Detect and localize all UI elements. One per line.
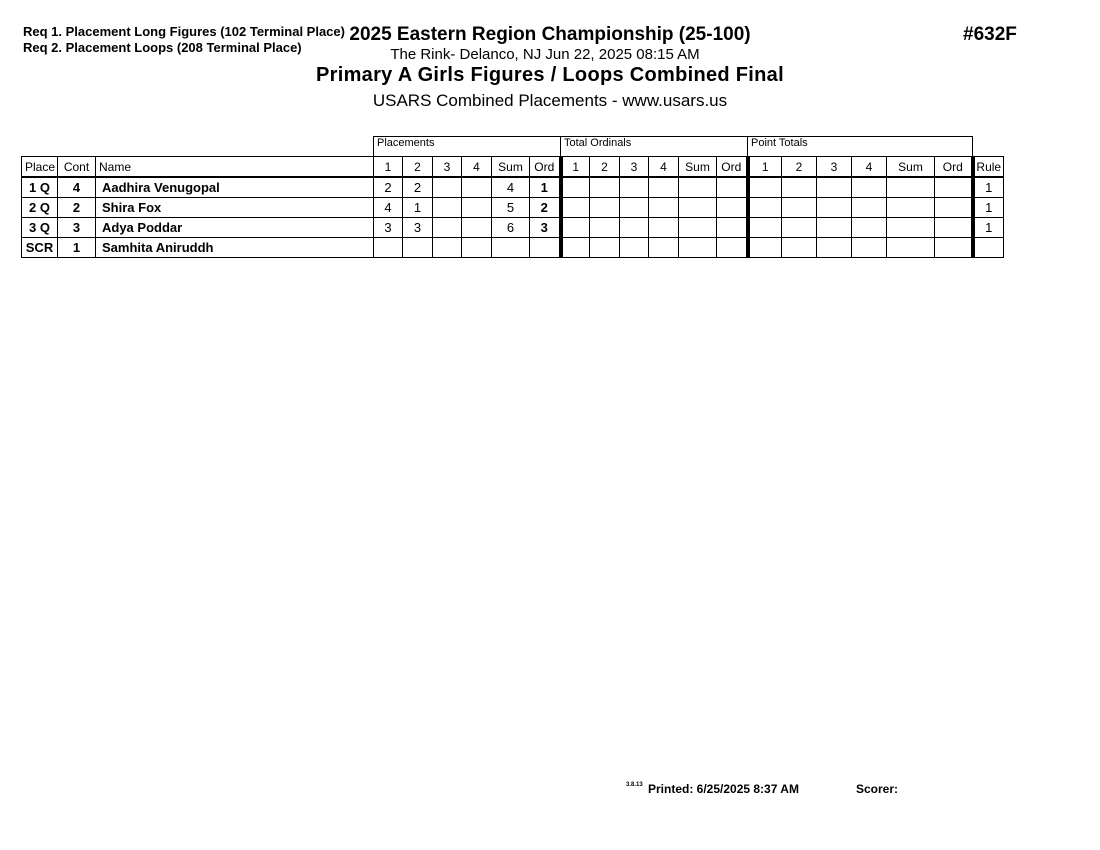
cell-empty <box>717 218 748 238</box>
cell-empty <box>717 238 748 258</box>
cell-empty <box>620 238 649 258</box>
cell-ord <box>530 238 561 258</box>
col-placement-3: 3 <box>433 157 462 178</box>
col-cont: Cont <box>58 157 96 178</box>
col-points-4: 4 <box>852 157 887 178</box>
cell-empty <box>649 218 679 238</box>
table-row <box>22 177 1004 198</box>
cell-empty <box>887 177 935 198</box>
cell-sum: 6 <box>492 218 530 238</box>
cell-name: Shira Fox <box>96 198 374 218</box>
cell-p1: 2 <box>374 177 403 198</box>
cell-p3 <box>433 198 462 218</box>
col-points-1: 1 <box>748 157 782 178</box>
cell-empty <box>887 198 935 218</box>
cell-empty <box>590 218 620 238</box>
cell-empty <box>590 198 620 218</box>
table-row <box>22 198 1004 218</box>
cell-place: 3 Q <box>22 218 58 238</box>
col-placement-ord: Ord <box>530 157 561 178</box>
scorer-label: Scorer: <box>856 782 899 796</box>
cell-place: 2 Q <box>22 198 58 218</box>
category-subtitle: USARS Combined Placements - www.usars.us <box>372 91 728 110</box>
cell-empty <box>887 238 935 258</box>
cell-empty <box>748 198 782 218</box>
cell-p4 <box>462 198 492 218</box>
cell-name: Aadhira Venugopal <box>96 177 374 198</box>
cell-empty <box>782 238 817 258</box>
cell-empty <box>679 238 717 258</box>
printed-timestamp: Printed: 6/25/2025 8:37 AM <box>648 782 799 796</box>
cell-empty <box>679 177 717 198</box>
cell-empty <box>935 238 973 258</box>
cell-empty <box>782 177 817 198</box>
cell-p2: 3 <box>403 218 433 238</box>
col-ordinal-3: 3 <box>620 157 649 178</box>
cell-p1: 3 <box>374 218 403 238</box>
cell-empty <box>561 198 590 218</box>
cell-empty <box>649 177 679 198</box>
col-name: Name <box>96 157 374 178</box>
cell-p3 <box>433 238 462 258</box>
cell-p3 <box>433 218 462 238</box>
requirement-1: Req 1. Placement Long Figures (102 Terminal Place) <box>23 24 345 39</box>
cell-p2: 1 <box>403 198 433 218</box>
cell-p2 <box>403 238 433 258</box>
col-placement-4: 4 <box>462 157 492 178</box>
col-points-3: 3 <box>817 157 852 178</box>
cell-empty <box>748 218 782 238</box>
cell-ord: 1 <box>530 177 561 198</box>
cell-place: SCR <box>22 238 58 258</box>
col-ordinal-ord: Ord <box>717 157 748 178</box>
col-place: Place <box>22 157 58 178</box>
cell-p1 <box>374 238 403 258</box>
cell-empty <box>649 198 679 218</box>
col-ordinal-2: 2 <box>590 157 620 178</box>
version-number: 3.8.13 <box>626 782 643 788</box>
cell-empty <box>852 218 887 238</box>
col-ordinal-4: 4 <box>649 157 679 178</box>
cell-empty <box>935 198 973 218</box>
cell-empty <box>852 198 887 218</box>
cell-empty <box>748 238 782 258</box>
results-table <box>21 136 1004 258</box>
cell-empty <box>935 218 973 238</box>
cell-empty <box>782 198 817 218</box>
cell-cont: 2 <box>58 198 96 218</box>
col-placement-1: 1 <box>374 157 403 178</box>
cell-empty <box>817 238 852 258</box>
cell-cont: 4 <box>58 177 96 198</box>
cell-p4 <box>462 218 492 238</box>
group-placements: Placements <box>374 137 561 157</box>
cell-empty <box>561 177 590 198</box>
cell-name: Adya Poddar <box>96 218 374 238</box>
cell-empty <box>620 177 649 198</box>
cell-empty <box>887 218 935 238</box>
cell-empty <box>679 218 717 238</box>
table-row <box>22 218 1004 238</box>
cell-p2: 2 <box>403 177 433 198</box>
col-placement-2: 2 <box>403 157 433 178</box>
cell-empty <box>620 218 649 238</box>
cell-empty <box>717 198 748 218</box>
cell-empty <box>852 177 887 198</box>
cell-empty <box>590 177 620 198</box>
cell-ord: 2 <box>530 198 561 218</box>
cell-p1: 4 <box>374 198 403 218</box>
col-points-ord: Ord <box>935 157 973 178</box>
col-points-sum: Sum <box>887 157 935 178</box>
cell-empty <box>852 238 887 258</box>
cell-empty <box>679 198 717 218</box>
requirement-2: Req 2. Placement Loops (208 Terminal Place) <box>23 40 302 55</box>
cell-empty <box>782 218 817 238</box>
cell-rule <box>973 238 1004 258</box>
event-subtitle: The Rink- Delanco, NJ Jun 22, 2025 08:15 AM <box>390 46 700 63</box>
cell-p4 <box>462 177 492 198</box>
event-number: #632F <box>963 24 1017 45</box>
cell-empty <box>817 198 852 218</box>
cell-empty <box>935 177 973 198</box>
cell-empty <box>590 238 620 258</box>
group-point-totals: Point Totals <box>748 137 973 157</box>
cell-empty <box>620 198 649 218</box>
cell-empty <box>717 177 748 198</box>
col-ordinal-1: 1 <box>561 157 590 178</box>
table-row <box>22 238 1004 258</box>
col-ordinal-sum: Sum <box>679 157 717 178</box>
category-title: Primary A Girls Figures / Loops Combined Final <box>316 64 784 86</box>
event-title: 2025 Eastern Region Championship (25-100) <box>349 24 751 45</box>
cell-empty <box>561 238 590 258</box>
cell-rule: 1 <box>973 177 1004 198</box>
cell-rule: 1 <box>973 198 1004 218</box>
cell-empty <box>649 238 679 258</box>
cell-cont: 3 <box>58 218 96 238</box>
cell-empty <box>748 177 782 198</box>
cell-empty <box>561 218 590 238</box>
cell-rule: 1 <box>973 218 1004 238</box>
col-placement-sum: Sum <box>492 157 530 178</box>
cell-empty <box>817 177 852 198</box>
header-row <box>22 157 1004 178</box>
cell-ord: 3 <box>530 218 561 238</box>
cell-sum: 4 <box>492 177 530 198</box>
col-rule: Rule <box>973 157 1004 178</box>
cell-cont: 1 <box>58 238 96 258</box>
cell-sum: 5 <box>492 198 530 218</box>
cell-sum <box>492 238 530 258</box>
cell-p4 <box>462 238 492 258</box>
col-points-2: 2 <box>782 157 817 178</box>
group-total-ordinals: Total Ordinals <box>561 137 748 157</box>
cell-name: Samhita Aniruddh <box>96 238 374 258</box>
cell-empty <box>817 218 852 238</box>
cell-p3 <box>433 177 462 198</box>
cell-place: 1 Q <box>22 177 58 198</box>
